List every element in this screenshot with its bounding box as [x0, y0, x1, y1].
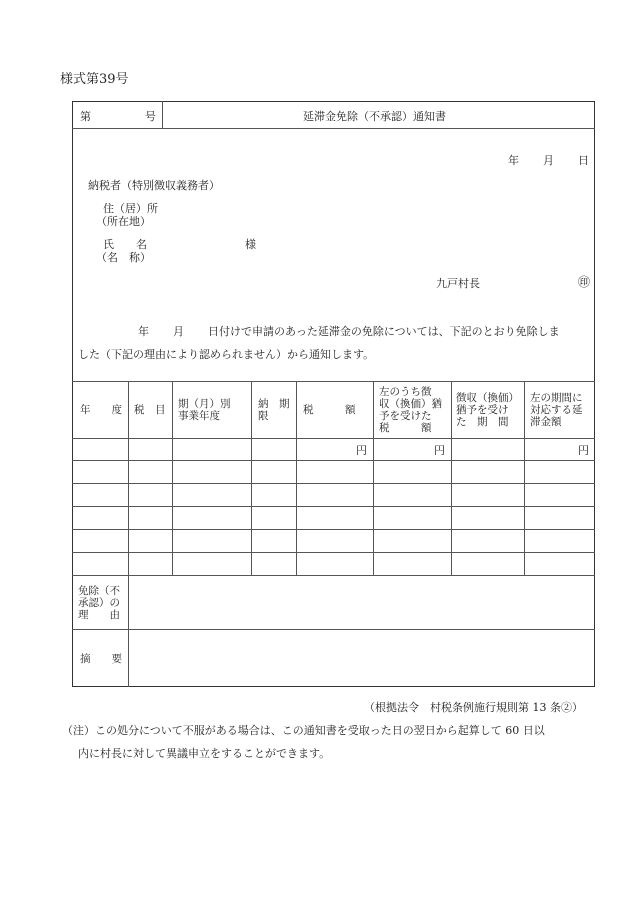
yen-unit-tax: 円: [356, 444, 367, 457]
table-row-line: [72, 529, 595, 530]
table-col-line: [128, 381, 129, 575]
col-header-deferred-amount: 左のうち徴 収（換価）猶 予を受けた 税 額: [379, 386, 442, 434]
table-col-line: [373, 381, 374, 575]
number-label-left: 第: [80, 110, 91, 123]
number-label-right: 号: [145, 110, 156, 123]
col-header-deferral-period: 徴収（換価） 猶予を受け た 期 間: [456, 392, 519, 428]
table-col-line: [296, 381, 297, 575]
table-row-line: [72, 483, 595, 484]
table-row-line: [72, 460, 595, 461]
table-col-line: [251, 381, 252, 575]
note-line1: （注）この処分について不服がある場合は、この通知書を受取った日の翌日から起算して 60 日以: [62, 724, 545, 737]
col-header-due-date: 納 期 限: [258, 398, 290, 422]
body-year: 年: [138, 325, 149, 338]
reason-bottom-line: [72, 629, 595, 630]
date-day: 日: [578, 154, 589, 167]
document-title: 延滞金免除（不承認）通知書: [303, 110, 446, 123]
table-row-line: [72, 552, 595, 553]
table-row-line: [72, 506, 595, 507]
body-text-line2: した（下記の理由により認められません）から通知します。: [78, 348, 375, 361]
note-line2: 内に村長に対して異議申立をすることができます。: [78, 747, 331, 760]
table-header-line: [72, 438, 595, 439]
body-month: 月: [173, 325, 184, 338]
address-label: 住（居）所: [103, 202, 158, 215]
taxpayer-heading: 納税者（特別徴収義務者）: [88, 179, 220, 192]
yen-unit-deferred: 円: [434, 444, 445, 457]
seal-mark: ㊞: [578, 275, 591, 289]
col-header-period: 期（月）別 事業年度: [178, 398, 231, 422]
table-bottom-line: [72, 575, 595, 576]
header-vdivider: [162, 101, 163, 128]
yen-unit-late-fee: 円: [578, 444, 589, 457]
remarks-label: 摘 要: [80, 653, 122, 665]
table-col-line: [451, 381, 452, 575]
label-col-line: [128, 575, 129, 687]
date-year: 年: [508, 154, 519, 167]
col-header-tax-item: 税 目: [134, 404, 166, 416]
table-top-line: [72, 381, 595, 382]
header-divider: [72, 128, 595, 129]
legal-basis: （根拠法令 村税条例施行規則第 13 条②）: [364, 701, 583, 714]
name-label: 氏 名: [103, 238, 147, 251]
date-month: 月: [543, 154, 554, 167]
col-header-tax-amount: 税 額: [303, 404, 356, 416]
col-header-fiscal-year: 年 度: [80, 404, 122, 416]
col-header-late-fee: 左の期間に 対応する延 滞金額: [530, 392, 583, 428]
reason-label: 免除（不 承認）の 理 由: [78, 585, 120, 621]
location-label: （所在地）: [96, 215, 151, 228]
honorific: 様: [245, 238, 256, 251]
issuer-name: 九戸村長: [436, 277, 480, 290]
table-col-line: [172, 381, 173, 575]
form-number: 様式第39号: [60, 72, 129, 87]
body-text-line1: 日付けで申請のあった延滞金の免除については、下記のとおり免除しま: [208, 325, 560, 338]
org-name-label: （名 称）: [96, 251, 151, 264]
table-col-line: [524, 381, 525, 575]
